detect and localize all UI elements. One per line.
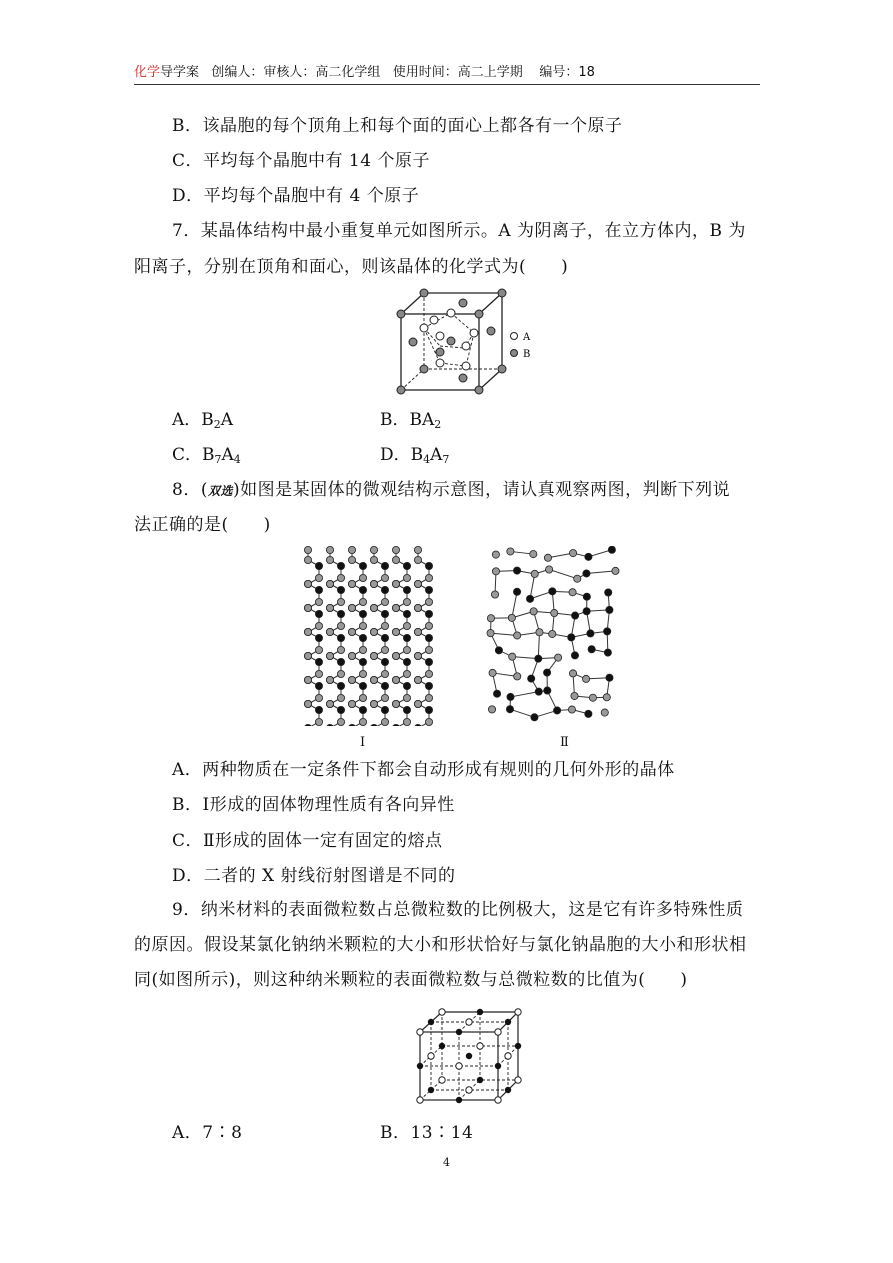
q7-option-c: C．$B_7A_4$	[172, 445, 241, 466]
legend-a-label: A	[523, 332, 531, 343]
q9-option-a: A．7∶8	[172, 1123, 243, 1143]
q8-option-c: C．Ⅱ形成的固体一定有固定的熔点	[172, 831, 443, 851]
q8-crystal-structure-figure-i	[296, 546, 441, 726]
q8-option-b: B．Ⅰ形成的固体物理性质有各向异性	[172, 795, 455, 815]
q7-option-b: B．$BA_2$	[380, 410, 442, 431]
q7-option-a: A．$B_2A$	[172, 410, 234, 431]
q8-stem-line2: 法正确的是( )	[134, 515, 271, 535]
q9-option-b: B．13∶14	[380, 1123, 474, 1143]
q8-option-a: A．两种物质在一定条件下都会自动形成有规则的几何外形的晶体	[172, 760, 675, 780]
q8-amorphous-structure-figure-ii	[486, 546, 631, 726]
q7-option-d: D．$B_4A_7$	[380, 445, 450, 466]
page-number: 4	[443, 1156, 450, 1169]
q6-option-b: B．该晶胞的每个顶角上和每个面的面心上都各有一个原子	[172, 116, 623, 136]
q6-option-d: D．平均每个晶胞中有 4 个原子	[172, 186, 420, 206]
header-info: 导学案 创编人：审核人：高二化学组 使用时间：高二上学期 编号：18	[160, 65, 595, 80]
q7-stem-line2: 阳离子，分别在顶角和面心，则该晶体的化学式为( )	[134, 257, 569, 277]
q9-stem-line3: 同(如图所示)，则这种纳米颗粒的表面微粒数与总微粒数的比值为( )	[134, 970, 688, 990]
q7-stem-line1: 7．某晶体结构中最小重复单元如图所示。A 为阴离子，在立方体内，B 为	[172, 221, 746, 241]
page-header	[134, 62, 760, 85]
q6-option-c: C．平均每个晶胞中有 14 个原子	[172, 151, 430, 171]
header-subject: 化学	[134, 65, 161, 80]
q9-stem-line1: 9．纳米材料的表面微粒数占总微粒数的比例极大，这是它有许多特殊性质	[172, 900, 744, 920]
double-choice-tag: 双选	[207, 484, 233, 498]
q8-stem-line1: 8．(双选)如图是某固体的微观结构示意图，请认真观察两图，判断下列说	[172, 480, 731, 500]
q8-option-d: D．二者的 X 射线衍射图谱是不同的	[172, 866, 456, 886]
figure-ii-label: Ⅱ	[560, 735, 570, 750]
q9-nacl-cell-figure	[414, 1008, 524, 1104]
q7-crystal-cell-figure	[396, 288, 546, 396]
legend-b-label: B	[523, 349, 531, 360]
q9-stem-line2: 的原因。假设某氯化钠纳米颗粒的大小和形状恰好与氯化钠晶胞的大小和形状相	[134, 935, 747, 955]
figure-i-label: Ⅰ	[360, 735, 366, 750]
